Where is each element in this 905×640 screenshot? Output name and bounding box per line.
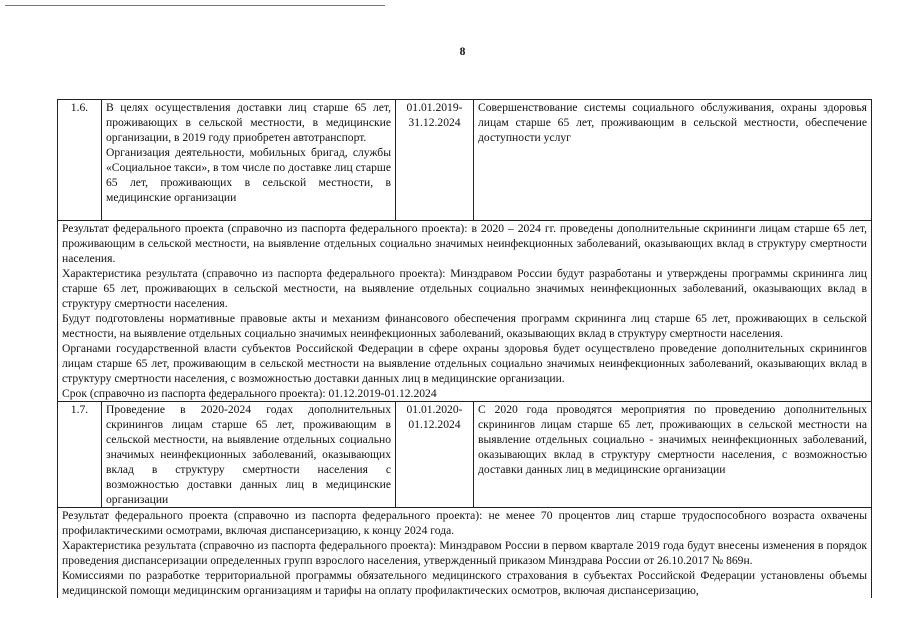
table-row-1-7 xyxy=(58,402,872,508)
item-number: 1.7. xyxy=(58,402,102,508)
page-number: 8 xyxy=(459,46,466,58)
details-paragraph: Комиссиями по разработке территориальной программы обязательного медицинского страхования в субъектах Российской Федерации установлены объемы медицинской помощи медицинским организациям и тарифы на оплату профилактических осмотров, включая диспансеризацию, xyxy=(62,569,867,597)
details-paragraph: Результат федерального проекта (справочно из паспорта федерального проекта): не менее 70 процентов лиц старше трудоспособного возраста охвачены профилактическими осмотрами, включая диспансеризацию, к концу 2024 года. xyxy=(62,509,867,537)
item-number: 1.6. xyxy=(58,100,102,221)
table-row-1-6 xyxy=(58,100,872,221)
details-paragraph: Будут подготовлены нормативные правовые акты и механизм финансового обеспечения программ скрининга лиц старше 65 лет, проживающих в сельской местности, на выявление отдельных социально значимых неинфекционных заболеваний, оказывающих вклад в структуру смертности населения. xyxy=(62,312,867,340)
description-paragraph: Организация деятельности, мобильных бригад, службы «Социальное такси», в том числе по доставке лиц старше 65 лет, проживающих в сельской местности, в медицинские организации xyxy=(106,146,391,204)
item-result: С 2020 года проводятся мероприятия по проведению дополнительных скринингов лицам старше 65 лет, проживающих в сельской местности на выявление отдельных социально - значимых неинфекционных заболеваний, оказывающих вклад в структуру смертности населения, с возможностью доставки данных лиц в медицинские организации xyxy=(474,402,872,508)
federal-project-details xyxy=(58,508,872,599)
details-paragraph: Результат федерального проекта (справочно из паспорта федерального проекта): в 2020 – 2024 гг. проведены дополнительные скрининги лицам старше 65 лет, проживающим в сельской местности, на выявление отдельных социально значимых неинфекционных заболеваний, оказывающих вклад в структуру смертности населения. xyxy=(62,222,867,265)
description-paragraph: В целях осуществления доставки лиц старше 65 лет, проживающих в сельской местности, в медицинские организации, в 2019 году приобретен автотранспорт. xyxy=(106,101,391,144)
details-paragraph: Органами государственной власти субъектов Российской Федерации в сфере охраны здоровья будет осуществлено проведение дополнительных скринингов лицам старше 65 лет, проживающим в сельской местности на выявление отдельных социально значимых неинфекционных заболеваний, оказывающих вклад в структуру смертности населения, с возможностью доставки данных лиц в медицинские организации. xyxy=(62,342,867,385)
item-description xyxy=(102,100,396,221)
table-row-1-7-details xyxy=(58,508,872,599)
table-row-1-6-details xyxy=(58,221,872,402)
header-rule xyxy=(5,5,385,6)
federal-project-details xyxy=(58,221,872,402)
item-dates: 01.01.2020-01.12.2024 xyxy=(396,402,474,508)
details-paragraph: Характеристика результата (справочно из паспорта федерального проекта): Минздравом России будут разработаны и утверждены программы скрининга лиц старше 65 лет, проживающих в сельской местности, на выявление отдельных социально значимых неинфекционных заболеваний, оказывающих вклад в структуру смертности населения. xyxy=(62,267,867,310)
details-paragraph: Характеристика результата (справочно из паспорта федерального проекта): Минздравом России в первом квартале 2019 года будут внесены изменения в порядок проведения диспансеризации определенных групп взрослого населения, утвержденный приказом Минздрава России от 26.10.2017 № 869н. xyxy=(62,539,867,567)
item-dates: 01.01.2019-31.12.2024 xyxy=(396,100,474,221)
program-table xyxy=(57,99,872,598)
details-paragraph: Срок (справочно из паспорта федерального проекта): 01.12.2019-01.12.2024 xyxy=(62,387,437,400)
item-description: Проведение в 2020-2024 годах дополнительных скринингов лицам старше 65 лет, проживающим в сельской местности, на выявление отдельных социально значимых неинфекционных заболеваний, оказывающих вклад в структуру смертности населения с возможностью доставки данных лиц в медицинские организации xyxy=(102,402,396,508)
item-result: Совершенствование системы социального обслуживания, охраны здоровья лицам старше 65 лет, проживающим в сельской местности, обеспечение доступности услуг xyxy=(474,100,872,221)
